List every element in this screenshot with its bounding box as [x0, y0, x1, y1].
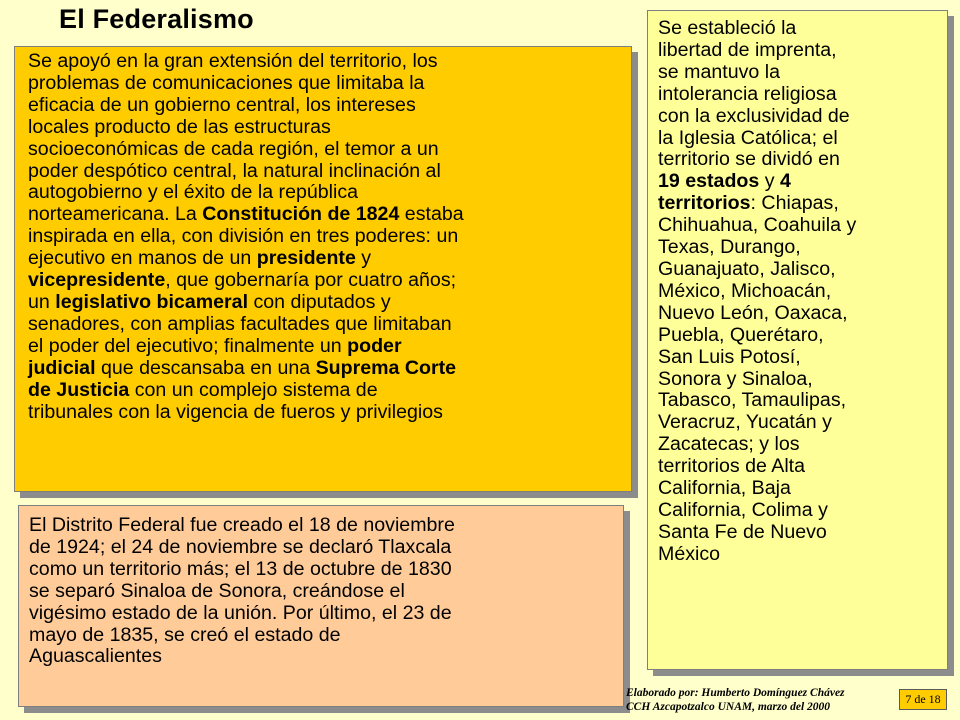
- text-line: [29, 603, 617, 625]
- text-line: [658, 544, 941, 566]
- text-line: [658, 193, 941, 215]
- text-line: [28, 139, 623, 161]
- slide-title: El Federalismo: [59, 4, 254, 34]
- text-line: [28, 161, 623, 183]
- text-run: el poder del ejecutivo; finalmente un: [28, 334, 348, 357]
- text-run: socioeconómicas de cada región, el temor a un: [28, 137, 439, 160]
- text-run: Chihuahua, Coahuila y: [658, 214, 857, 237]
- emphasis-text: vicepresidente: [28, 269, 166, 292]
- text-line: [658, 522, 941, 544]
- text-line: [658, 456, 941, 478]
- text-run: California, Baja: [658, 477, 791, 500]
- author-credits: [626, 686, 845, 714]
- emphasis-text: poder: [347, 334, 402, 357]
- text-line: [28, 182, 623, 204]
- text-run: inspirada en ella, con división en tres poderes: un: [28, 225, 459, 248]
- text-line: [658, 369, 941, 391]
- text-run: Nuevo León, Oaxaca,: [658, 301, 848, 324]
- text-run: ejecutivo en manos de un: [28, 247, 257, 270]
- states-territories-box: [647, 10, 948, 670]
- text-run: problemas de comunicaciones que limitaba la: [28, 71, 425, 94]
- text-run: Guanajuato, Jalisco,: [658, 257, 836, 280]
- text-run: norteamericana. La: [28, 203, 203, 226]
- text-run: México, Michoacán,: [658, 279, 832, 302]
- text-run: que descansaba en una: [95, 356, 316, 379]
- text-line: [658, 40, 941, 62]
- emphasis-text: territorios: [658, 192, 751, 215]
- text-run: libertad de imprenta,: [658, 38, 837, 61]
- text-line: [658, 106, 941, 128]
- text-run: intolerancia religiosa: [658, 82, 837, 105]
- text-run: vigésimo estado de la unión. Por último, el 23 de: [29, 601, 452, 624]
- text-run: territorio se dividó en: [658, 148, 840, 171]
- text-run: y: [355, 247, 372, 270]
- emphasis-text: judicial: [28, 356, 96, 379]
- text-run: de 1924; el 24 de noviembre se declaró Tlaxcala: [29, 535, 452, 558]
- text-line: [658, 171, 941, 193]
- text-run: eficacia de un gobierno central, los intereses: [28, 93, 416, 116]
- text-run: autogobierno y el éxito de la república: [28, 181, 359, 204]
- emphasis-text: de Justicia: [28, 378, 130, 401]
- text-line: [28, 314, 623, 336]
- text-line: [28, 95, 623, 117]
- text-line: [658, 478, 941, 500]
- text-line: [29, 515, 617, 537]
- text-line: [658, 500, 941, 522]
- text-line: [28, 117, 623, 139]
- text-run: un: [28, 290, 56, 313]
- emphasis-text: presidente: [256, 247, 356, 270]
- text-run: se separó Sinaloa de Sonora, creándose el: [29, 579, 405, 602]
- text-line: [658, 149, 941, 171]
- slide-page-indicator[interactable]: 7 de 18: [899, 689, 947, 710]
- text-line: [658, 62, 941, 84]
- text-line: [658, 84, 941, 106]
- text-run: territorios de Alta: [658, 455, 806, 478]
- text-run: , que gobernaría por cuatro años;: [165, 269, 457, 292]
- text-line: [28, 73, 623, 95]
- text-run: Aguascalientes: [29, 645, 162, 668]
- text-run: California, Colima y: [658, 498, 828, 521]
- text-line: [28, 380, 623, 402]
- text-line: [658, 390, 941, 412]
- text-run: mayo de 1835, se creó el estado de: [29, 623, 341, 646]
- states-territories-text: [658, 18, 941, 566]
- text-line: [658, 434, 941, 456]
- text-line: [658, 128, 941, 150]
- text-run: tribunales con la vigencia de fueros y privilegios: [28, 400, 443, 423]
- text-run: Zacatecas; y los: [658, 433, 800, 456]
- text-run: estaba: [399, 203, 464, 226]
- text-run: Texas, Durango,: [658, 236, 801, 259]
- federalism-description-text: [28, 51, 623, 423]
- text-run: San Luis Potosí,: [658, 345, 801, 368]
- text-run: senadores, con amplias facultades que limitaban: [28, 312, 452, 335]
- text-run: Santa Fe de Nuevo: [658, 520, 827, 543]
- text-run: México: [658, 542, 721, 565]
- text-run: con un complejo sistema de: [129, 378, 378, 401]
- text-line: [28, 204, 623, 226]
- text-line: [658, 237, 941, 259]
- text-run: con diputados y: [248, 290, 391, 313]
- text-run: como un territorio más; el 13 de octubre de 1830: [29, 557, 452, 580]
- text-run: Se estableció la: [658, 17, 797, 39]
- credits-author-line: Elaborado por: Humberto Domínguez Chávez: [626, 687, 845, 699]
- federalism-description-box: [14, 46, 632, 492]
- text-line: [28, 226, 623, 248]
- text-run: locales producto de las estructuras: [28, 115, 331, 138]
- text-line: [28, 358, 623, 380]
- text-line: [28, 270, 623, 292]
- text-run: Puebla, Querétaro,: [658, 323, 824, 346]
- text-line: [29, 646, 617, 668]
- text-line: [29, 537, 617, 559]
- text-run: : Chiapas,: [750, 192, 839, 215]
- text-run: y: [759, 170, 780, 193]
- text-line: [28, 336, 623, 358]
- text-run: Sonora y Sinaloa,: [658, 367, 813, 390]
- text-line: [658, 303, 941, 325]
- text-line: [658, 347, 941, 369]
- text-line: [29, 625, 617, 647]
- text-line: [28, 51, 623, 73]
- emphasis-text: 19 estados: [658, 170, 760, 193]
- text-run: poder despótico central, la natural inclinación al: [28, 159, 441, 182]
- text-line: [658, 281, 941, 303]
- text-line: [658, 325, 941, 347]
- text-line: [658, 259, 941, 281]
- credits-institution-line: CCH Azcapotzalco UNAM, marzo del 2000: [626, 701, 831, 713]
- emphasis-text: legislativo bicameral: [55, 290, 249, 313]
- text-line: [658, 215, 941, 237]
- text-run: Veracruz, Yucatán y: [658, 411, 832, 434]
- text-run: Tabasco, Tamaulipas,: [658, 389, 847, 412]
- text-line: [28, 248, 623, 270]
- emphasis-text: 4: [779, 170, 791, 193]
- distrito-federal-box: [18, 505, 624, 707]
- emphasis-text: Suprema Corte: [315, 356, 457, 379]
- text-run: se mantuvo la: [658, 60, 780, 83]
- emphasis-text: Constitución de 1824: [202, 203, 400, 226]
- text-line: [29, 559, 617, 581]
- text-line: [658, 412, 941, 434]
- text-line: [658, 18, 941, 40]
- distrito-federal-text: [29, 515, 617, 668]
- text-line: [29, 581, 617, 603]
- text-line: [28, 292, 623, 314]
- text-run: con la exclusividad de: [658, 104, 850, 127]
- text-run: El Distrito Federal fue creado el 18 de noviembre: [29, 514, 455, 536]
- text-run: Se apoyó en la gran extensión del territorio, los: [28, 50, 438, 72]
- text-line: [28, 402, 623, 424]
- text-run: la Iglesia Católica; el: [658, 126, 838, 149]
